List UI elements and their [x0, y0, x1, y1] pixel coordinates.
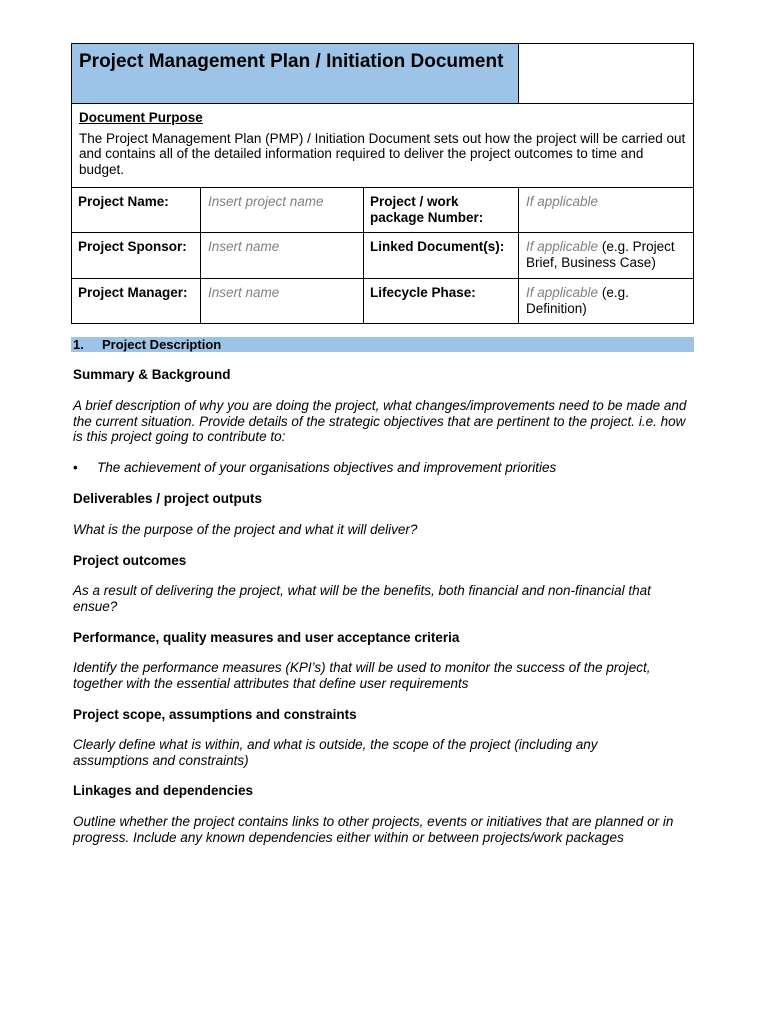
manager-label: Project Manager: [72, 279, 201, 324]
linkages-text: Outline whether the project contains links to other projects, events or initiatives that are planned or in progress. Include any known dependencies either within or between projects/work packages [73, 814, 674, 845]
sponsor-value: Insert name [201, 233, 364, 279]
purpose-heading: Document Purpose [79, 110, 203, 125]
bullet-item [73, 460, 556, 476]
outcomes-heading: Project outcomes [73, 553, 187, 568]
performance-text: Identify the performance measures (KPI’s) that will be used to monitor the success of the project, together with the essential attributes that define user requirements [73, 660, 651, 691]
outcomes-text: As a result of delivering the project, what will be the benefits, both financial and non-financial that ensue? [73, 583, 651, 614]
manager-value: Insert name [201, 279, 364, 324]
project-name-value: Insert project name [201, 188, 364, 233]
document-title: Project Management Plan / Initiation Document [79, 51, 504, 72]
lifecycle-label: Lifecycle Phase: [364, 279, 519, 324]
bullet-text: The achievement of your organisations objectives and improvement priorities [97, 460, 557, 475]
deliverables-heading: Deliverables / project outputs [73, 491, 263, 506]
section-title: Project Description [102, 337, 222, 352]
deliverables-text: What is the purpose of the project and what it will deliver? [73, 522, 418, 537]
sponsor-label: Project Sponsor: [72, 233, 201, 279]
scope-heading: Project scope, assumptions and constraints [73, 707, 357, 722]
linked-documents-value [519, 233, 694, 279]
header-table [71, 43, 694, 324]
linked-documents-placeholder: If applicable [526, 239, 599, 254]
section-heading-bar [71, 337, 694, 352]
performance-heading: Performance, quality measures and user acceptance criteria [73, 630, 460, 645]
title-cell [72, 44, 519, 104]
project-name-label: Project Name: [72, 188, 201, 233]
logo-cell [519, 44, 694, 104]
lifecycle-placeholder: If applicable [526, 285, 599, 300]
summary-text: A brief description of why you are doing the project, what changes/improvements need to be made and the current situation. Provide details of the strategic objectives that are pertinent to the project. i.e. how is this project going to contribute to: [73, 398, 687, 444]
scope-text: Clearly define what is within, and what is outside, the scope of the project (including any assumptions and constraints) [73, 737, 598, 768]
work-package-label: Project / work package Number: [364, 188, 519, 233]
summary-heading: Summary & Background [73, 367, 231, 382]
work-package-value: If applicable [519, 188, 694, 233]
lifecycle-value [519, 279, 694, 324]
purpose-text: The Project Management Plan (PMP) / Initiation Document sets out how the project will be carried out and contains all of the detailed information required to deliver the project outcomes to time and budget. [79, 130, 686, 177]
linkages-heading: Linkages and dependencies [73, 783, 254, 798]
lifecycle-example: (e.g. Definition) [526, 285, 629, 316]
bullet-symbol: • [73, 460, 78, 475]
linked-documents-example: (e.g. Project Brief, Business Case) [526, 239, 675, 270]
linked-documents-label: Linked Document(s): [364, 233, 519, 279]
purpose-cell [72, 104, 694, 188]
section-number: 1. [73, 337, 84, 352]
